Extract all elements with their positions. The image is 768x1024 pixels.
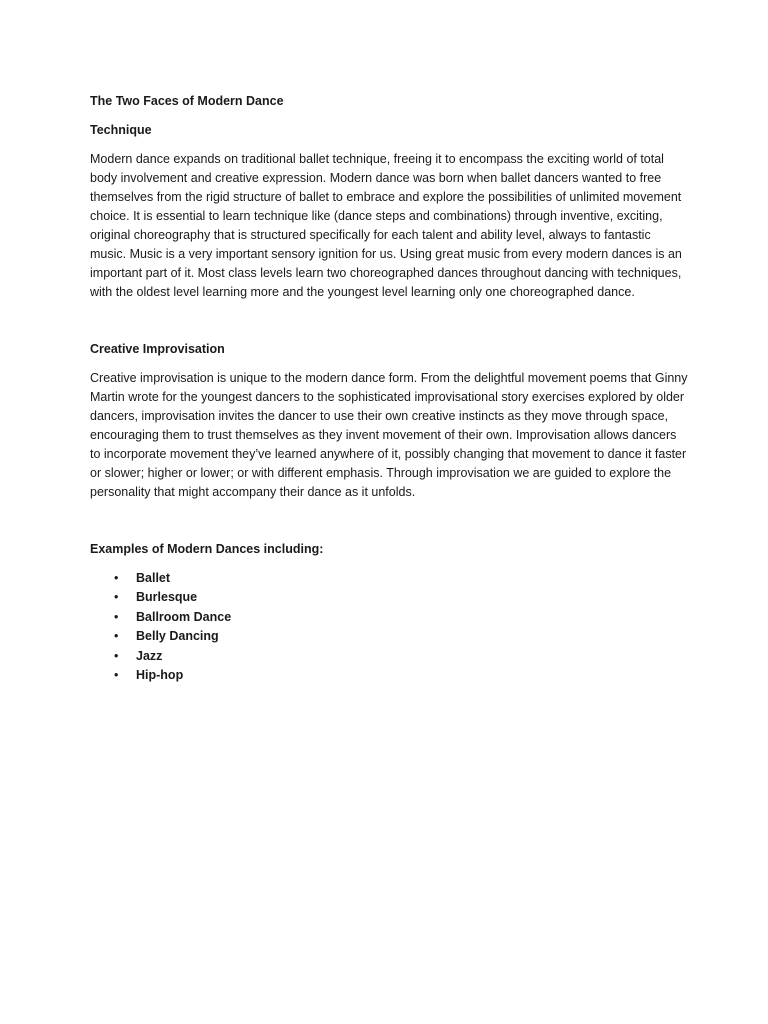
- list-item: [90, 647, 690, 666]
- list-item: [90, 569, 690, 588]
- list-item-label: Burlesque: [136, 590, 198, 605]
- document-title: The Two Faces of Modern Dance: [90, 94, 284, 108]
- list-item-label: Ballet: [136, 571, 171, 585]
- section-spacer: [90, 302, 690, 340]
- section-spacer: [90, 502, 690, 540]
- technique-paragraph: Modern dance expands on traditional ballet technique, freeing it to encompass the exciting world of total body involvement and creative expression. Modern dance was born when ballet dancers wanted to free themselves from the rigid structure of ballet to embrace and explore the possibilities of unlimited movement choice. It is essential to learn technique like (dance steps and combinations) through inventive, exciting, original choreography that is structured specifically for each talent and ability level, always to fantastic music. Music is a very important sensory ignition for us. Using great music from every modern dances is an important part of it. Most class levels learn two choreographed dances throughout dancing with techniques, with the oldest level learning more and the youngest level learning only one choreographed dance.: [90, 152, 682, 299]
- creative-improvisation-paragraph: Creative improvisation is unique to the modern dance form. From the delightful movement poems that Ginny Martin wrote for the youngest dancers to the sophisticated improvisational story exercises explored by older dancers, improvisation invites the dancer to use their own creative instincts as they move through space, encouraging them to trust themselves as they invent movement of their own. Improvisation allows dancers to incorporate movement they’ve learned anywhere of it, possibly changing that movement to dance it faster or slower; higher or lower; or with different emphasis. Through improvisation we are guided to explore the personality that might accompany their dance as it unfolds.: [90, 371, 688, 499]
- bullet-icon: •: [114, 609, 119, 624]
- list-item: [90, 627, 690, 646]
- list-item-label: Jazz: [136, 648, 163, 663]
- creative-improvisation-heading: Creative Improvisation: [90, 342, 225, 356]
- dance-examples-list: [90, 569, 690, 685]
- list-item-label: Belly Dancing: [136, 629, 219, 644]
- list-item: [90, 666, 690, 685]
- list-item-label: Ballroom Dance: [136, 609, 232, 624]
- bullet-icon: •: [114, 668, 119, 683]
- bullet-icon: •: [114, 590, 119, 605]
- technique-heading: Technique: [90, 123, 152, 137]
- examples-heading: Examples of Modern Dances including:: [90, 542, 324, 556]
- list-item: [90, 588, 690, 607]
- document-page: [90, 92, 690, 685]
- bullet-icon: •: [114, 571, 119, 585]
- bullet-icon: •: [114, 648, 119, 663]
- list-item: [90, 608, 690, 627]
- bullet-icon: •: [114, 629, 119, 644]
- list-item-label: Hip-hop: [136, 668, 184, 683]
